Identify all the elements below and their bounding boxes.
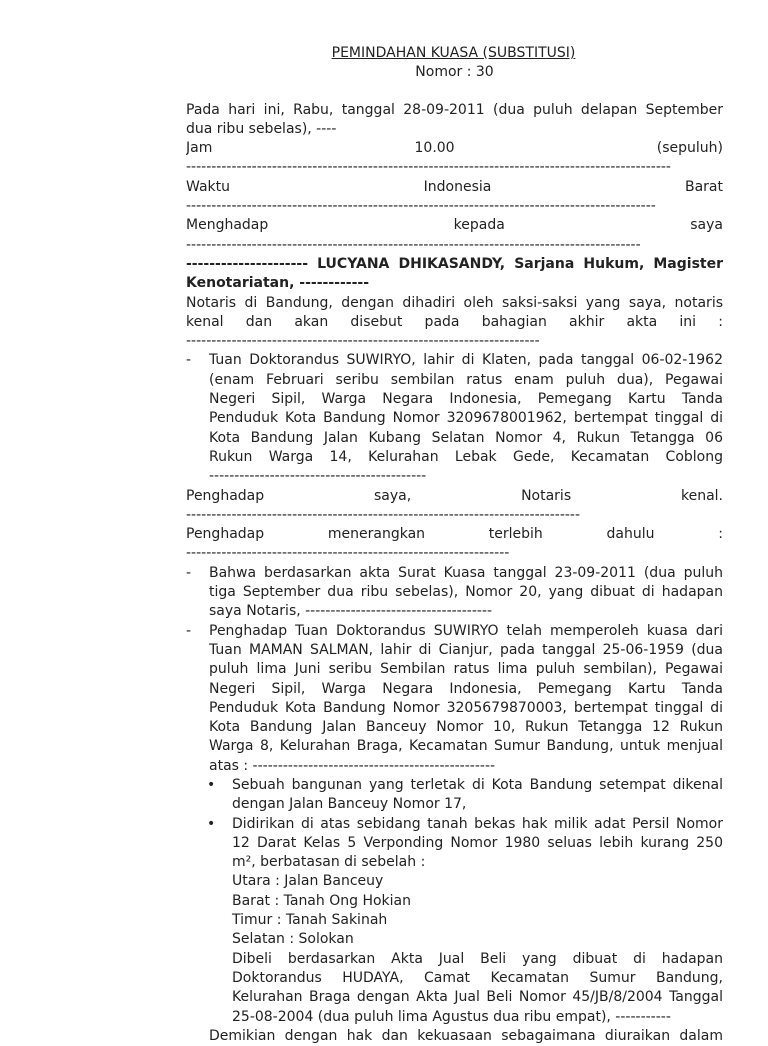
text-line-content: 12 Darat Kelas 5 Verponding Nomor 1980 seluas lebih kurang 250 <box>232 834 723 851</box>
text-line <box>186 178 723 197</box>
text-line-content: Selatan : Solokan <box>232 931 354 948</box>
text-line <box>186 120 723 139</box>
text-line-content: Kota Bandung Jalan Banceuy Nomor 10, Rukun Tetangga 12 Rukun <box>209 719 723 736</box>
text-line <box>186 950 723 969</box>
text-line-content: Notaris di Bandung, dengan dihadiri oleh saksi-saksi yang saya, notaris <box>186 294 723 311</box>
text-line <box>186 660 723 679</box>
text-line <box>186 815 723 834</box>
text-line-content: Pada hari ini, Rabu, tanggal 28-09-2011 (dua puluh delapan September <box>186 101 723 118</box>
text-line <box>186 525 723 544</box>
text-line-content: ------------------------------------------------------------------------------------------ <box>186 236 641 253</box>
text-line <box>186 969 723 988</box>
text-line-content: Penduduk Kota Bandung Nomor 3209678001962, bertempat tinggal di <box>209 410 723 427</box>
text-line <box>186 583 723 602</box>
text-line <box>186 544 723 563</box>
text-line-content: Rukun Warga 14, Kelurahan Lebak Gede, Kecamatan Coblong <box>209 448 723 465</box>
text-line <box>186 853 723 872</box>
text-line <box>186 1027 723 1046</box>
text-line <box>186 988 723 1007</box>
text-line-content: m², berbatasan di sebelah : <box>232 854 426 871</box>
document-body <box>186 101 723 1046</box>
text-line-content: Utara : Jalan Banceuy <box>232 873 384 890</box>
text-line-content: Tuan MAMAN SALMAN, lahir di Cianjur, pada tanggal 25-06-1959 (dua <box>209 641 723 658</box>
text-line <box>186 602 723 621</box>
text-line <box>186 332 723 351</box>
text-line <box>186 737 723 756</box>
text-line <box>186 390 723 409</box>
text-line <box>186 429 723 448</box>
text-line-content: Barat : Tanah Ong Hokian <box>232 892 411 909</box>
bullet-icon: • <box>207 815 216 832</box>
text-line <box>186 506 723 525</box>
text-line <box>186 294 723 313</box>
text-line-content: 25-08-2004 (dua puluh lima Agustus dua ribu empat), ----------- <box>232 1008 671 1025</box>
text-line-content: --------------------- LUCYANA DHIKASANDY, Sarjana Hukum, Magister <box>186 255 723 272</box>
text-line <box>186 197 723 216</box>
text-line-content: dengan Jalan Banceuy Nomor 17, <box>232 796 467 813</box>
text-line-content: Didirikan di atas sebidang tanah bekas hak milik adat Persil Nomor <box>232 815 723 832</box>
text-line-content: Warga 8, Kelurahan Braga, Kecamatan Sumur Bandung, untuk menjual <box>209 738 723 755</box>
text-line-content: ------------------------------------------------------------------------------ <box>186 506 581 523</box>
text-line <box>186 872 723 891</box>
text-line <box>186 409 723 428</box>
text-line-content: ------------------------------------------- <box>209 468 427 485</box>
text-line <box>186 467 723 486</box>
text-line <box>186 911 723 930</box>
text-line <box>186 236 723 255</box>
text-line-content: Penduduk Kota Bandung Nomor 3205679870003, bertempat tinggal di <box>209 699 723 716</box>
text-line-content: Kenotariatan, ------------ <box>186 275 369 292</box>
text-line-content: Kota Bandung Jalan Kubang Selatan Nomor 4, Rukun Tetangga 06 <box>209 429 723 446</box>
text-line-content: --------------------------------------------------------------------------------------------- <box>186 198 656 215</box>
text-line-content: Kelurahan Braga dengan Akta Jual Beli Nomor 45/JB/8/2004 Tanggal <box>232 989 723 1006</box>
text-line-content: puluh lima Juni seribu Sembilan ratus lima puluh sembilan), Pegawai <box>209 661 723 678</box>
dash-marker-icon: - <box>186 622 192 639</box>
text-line <box>186 101 723 120</box>
text-line <box>186 564 723 583</box>
text-line <box>186 351 723 370</box>
document-page <box>186 44 723 1046</box>
text-line <box>186 718 723 737</box>
document-title: PEMINDAHAN KUASA (SUBSTITUSI) <box>331 45 576 61</box>
text-line <box>186 930 723 949</box>
spacer <box>186 83 723 101</box>
bullet-icon: • <box>207 776 216 793</box>
text-line-content: (enam Februari seribu sembilan ratus enam puluh dua), Pegawai <box>209 371 723 388</box>
text-line <box>186 158 723 177</box>
text-line-content: ------------------------------------------------------------------------------------------------ <box>186 159 671 176</box>
text-line-content: Doktorandus HUDAYA, Camat Kecamatan Sumur Bandung, <box>232 969 723 986</box>
text-line-content: Timur : Tanah Sakinah <box>232 912 388 929</box>
text-line <box>186 680 723 699</box>
text-line-content: ---------------------------------------------------------------- <box>186 545 510 562</box>
text-line-content: Negeri Sipil, Warga Negara Indonesia, Pemegang Kartu Tanda <box>209 391 723 408</box>
text-line-content: kenal dan akan disebut pada bahagian akhir akta ini : <box>186 313 723 330</box>
text-line-content: Waktu Indonesia Barat <box>186 178 723 195</box>
dash-marker-icon: - <box>186 564 192 581</box>
text-line-content: Penghadap menerangkan terlebih dahulu : <box>186 526 723 543</box>
text-line <box>186 216 723 235</box>
text-line <box>186 699 723 718</box>
text-line <box>186 487 723 506</box>
text-line-content: tiga September dua ribu sebelas), Nomor 20, yang dibuat di hadapan <box>209 584 723 601</box>
text-line <box>186 795 723 814</box>
text-line-content: saya Notaris, ------------------------------------- <box>209 603 493 620</box>
text-line <box>186 622 723 641</box>
text-line-content: Negeri Sipil, Warga Negara Indonesia, Pemegang Kartu Tanda <box>209 680 723 697</box>
text-line <box>186 641 723 660</box>
text-line <box>186 892 723 911</box>
text-line <box>186 371 723 390</box>
text-line-content: Dibeli berdasarkan Akta Jual Beli yang dibuat di hadapan <box>232 950 723 967</box>
text-line <box>186 757 723 776</box>
text-line <box>186 139 723 158</box>
text-line-content: Menghadap kepada saya <box>186 217 723 234</box>
text-line-content: Penghadap saya, Notaris kenal. <box>186 487 723 504</box>
text-line <box>186 255 723 274</box>
text-line-content: Bahwa berdasarkan akta Surat Kuasa tanggal 23-09-2011 (dua puluh <box>209 564 723 581</box>
dash-marker-icon: - <box>186 352 192 369</box>
text-line <box>186 448 723 467</box>
text-line-content: Jam 10.00 (sepuluh) <box>186 140 723 157</box>
text-line <box>186 834 723 853</box>
text-line <box>186 776 723 795</box>
text-line-content: Tuan Doktorandus SUWIRYO, lahir di Klaten, pada tanggal 06-02-1962 <box>209 352 723 369</box>
document-number: Nomor : 30 <box>415 64 494 81</box>
text-line <box>186 274 723 293</box>
text-line-content: dua ribu sebelas), ---- <box>186 120 337 137</box>
text-line-content: Sebuah bangunan yang terletak di Kota Bandung setempat dikenal <box>232 776 723 793</box>
text-line <box>186 313 723 332</box>
text-line-content: Demikian dengan hak dan kekuasaan sebagaimana diuraikan dalam <box>209 1027 723 1044</box>
text-line-content: atas : ------------------------------------------------ <box>209 757 496 774</box>
text-line-content: ---------------------------------------------------------------------- <box>186 333 540 350</box>
text-line-content: Penghadap Tuan Doktorandus SUWIRYO telah memperoleh kuasa dari <box>209 622 723 639</box>
